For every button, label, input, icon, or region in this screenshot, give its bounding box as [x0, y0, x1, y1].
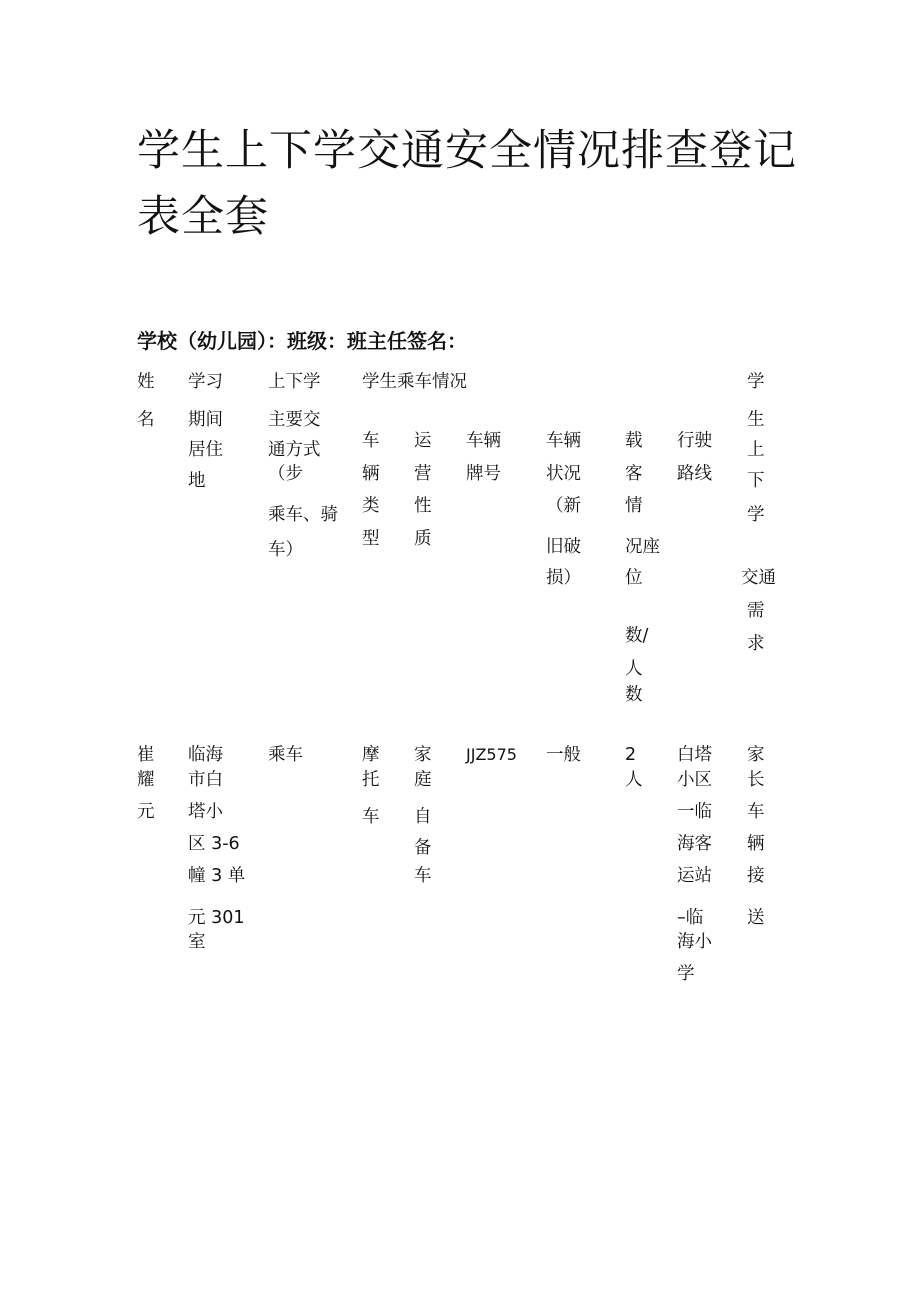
row-residence-5: 幢 3 单	[188, 866, 246, 886]
header-operation-nature-1: 运	[414, 431, 432, 451]
header-needs-3: 上	[747, 440, 765, 460]
header-needs-7: 需	[747, 601, 765, 621]
row-needs-3: 车	[747, 802, 765, 822]
header-vehicle-condition-2: 状况	[546, 464, 581, 484]
row-name-3: 元	[137, 802, 155, 822]
header-commute-2: 主要交	[268, 410, 321, 430]
header-commute-6: 车）	[268, 540, 303, 560]
header-needs-8: 求	[747, 634, 765, 654]
header-vehicle-type-2: 辆	[362, 464, 380, 484]
header-route-1: 行驶	[677, 431, 712, 451]
row-commute: 乘车	[268, 745, 303, 765]
header-vehicle-type-1: 车	[362, 431, 380, 451]
row-passengers-2: 人	[625, 770, 643, 790]
row-needs-5: 接	[747, 866, 765, 886]
row-operation-nature-4: 备	[414, 838, 432, 858]
header-needs-1: 学	[747, 372, 765, 392]
row-vehicle-type-3: 车	[362, 807, 380, 827]
header-commute-1: 上下学	[268, 372, 321, 392]
header-vehicle-condition-1: 车辆	[546, 431, 581, 451]
row-plate: JJZ575	[466, 745, 517, 764]
header-operation-nature-4: 质	[414, 529, 432, 549]
row-route-1: 白塔	[677, 745, 712, 765]
header-name-1: 姓	[137, 372, 155, 392]
header-operation-nature-2: 营	[414, 464, 432, 484]
header-vehicle-condition-4: 旧破	[546, 537, 581, 557]
row-operation-nature-2: 庭	[414, 770, 432, 790]
row-route-5: 运站	[677, 866, 712, 886]
title-line-1: 学生上下学交通安全情况排查登记	[137, 126, 797, 176]
header-passengers-2: 客	[625, 464, 643, 484]
row-name-1: 崔	[137, 745, 155, 765]
header-route-2: 路线	[677, 464, 712, 484]
row-route-2: 小区	[677, 770, 712, 790]
row-residence-3: 塔小	[188, 802, 223, 822]
row-residence-7: 室	[188, 932, 206, 952]
header-needs-4: 下	[747, 471, 765, 491]
header-commute-5: 乘车、骑	[268, 505, 338, 525]
document-title	[137, 118, 797, 250]
header-passengers-5: 位	[625, 568, 643, 588]
row-route-4: 海客	[677, 834, 712, 854]
row-needs-1: 家	[747, 745, 765, 765]
row-operation-nature-1: 家	[414, 745, 432, 765]
row-needs-2: 长	[747, 770, 765, 790]
row-operation-nature-5: 车	[414, 866, 432, 886]
header-needs-5: 学	[747, 505, 765, 525]
row-route-7: 海小	[677, 932, 712, 952]
row-operation-nature-3: 自	[414, 807, 432, 827]
header-residence-4: 地	[188, 471, 206, 491]
row-name-2: 耀	[137, 770, 155, 790]
header-passengers-4: 况座	[625, 537, 660, 557]
row-passengers-1: 2	[625, 745, 637, 765]
header-vehicle-condition-5: 损）	[546, 568, 581, 588]
header-vehicle-condition-3: （新	[546, 496, 581, 516]
title-line-2: 表全套	[137, 192, 269, 242]
header-riding-group: 学生乘车情况	[362, 372, 467, 392]
header-vehicle-type-4: 型	[362, 529, 380, 549]
header-name-2: 名	[137, 410, 155, 430]
school-class-signature-line: 学校（幼儿园）：班级：班主任签名：	[137, 329, 467, 353]
row-residence-1: 临海	[188, 745, 223, 765]
header-operation-nature-3: 性	[414, 496, 432, 516]
header-passengers-3: 情	[625, 496, 643, 516]
header-residence-2: 期间	[188, 410, 223, 430]
row-route-6: –临	[677, 908, 704, 928]
row-route-3: 一临	[677, 802, 712, 822]
header-needs-2: 生	[747, 410, 765, 430]
header-commute-4: （步	[268, 464, 303, 484]
header-passengers-1: 载	[625, 431, 643, 451]
header-passengers-8: 数	[625, 685, 643, 705]
header-residence-1: 学习	[188, 372, 223, 392]
header-plate-2: 牌号	[466, 464, 501, 484]
header-vehicle-type-3: 类	[362, 496, 380, 516]
row-route-8: 学	[677, 964, 695, 984]
header-needs-6: 交通	[741, 568, 776, 588]
row-vehicle-condition: 一般	[546, 745, 581, 765]
row-vehicle-type-2: 托	[362, 770, 380, 790]
row-vehicle-type-1: 摩	[362, 745, 380, 765]
header-passengers-7: 人	[625, 659, 643, 679]
row-residence-6: 元 301	[188, 908, 245, 928]
row-needs-4: 辆	[747, 834, 765, 854]
header-residence-3: 居住	[188, 440, 223, 460]
header-plate-1: 车辆	[466, 431, 501, 451]
row-residence-2: 市白	[188, 770, 223, 790]
row-needs-6: 送	[747, 908, 765, 928]
header-passengers-6: 数/	[625, 626, 649, 646]
row-residence-4: 区 3-6	[188, 834, 240, 854]
header-commute-3: 通方式	[268, 440, 321, 460]
